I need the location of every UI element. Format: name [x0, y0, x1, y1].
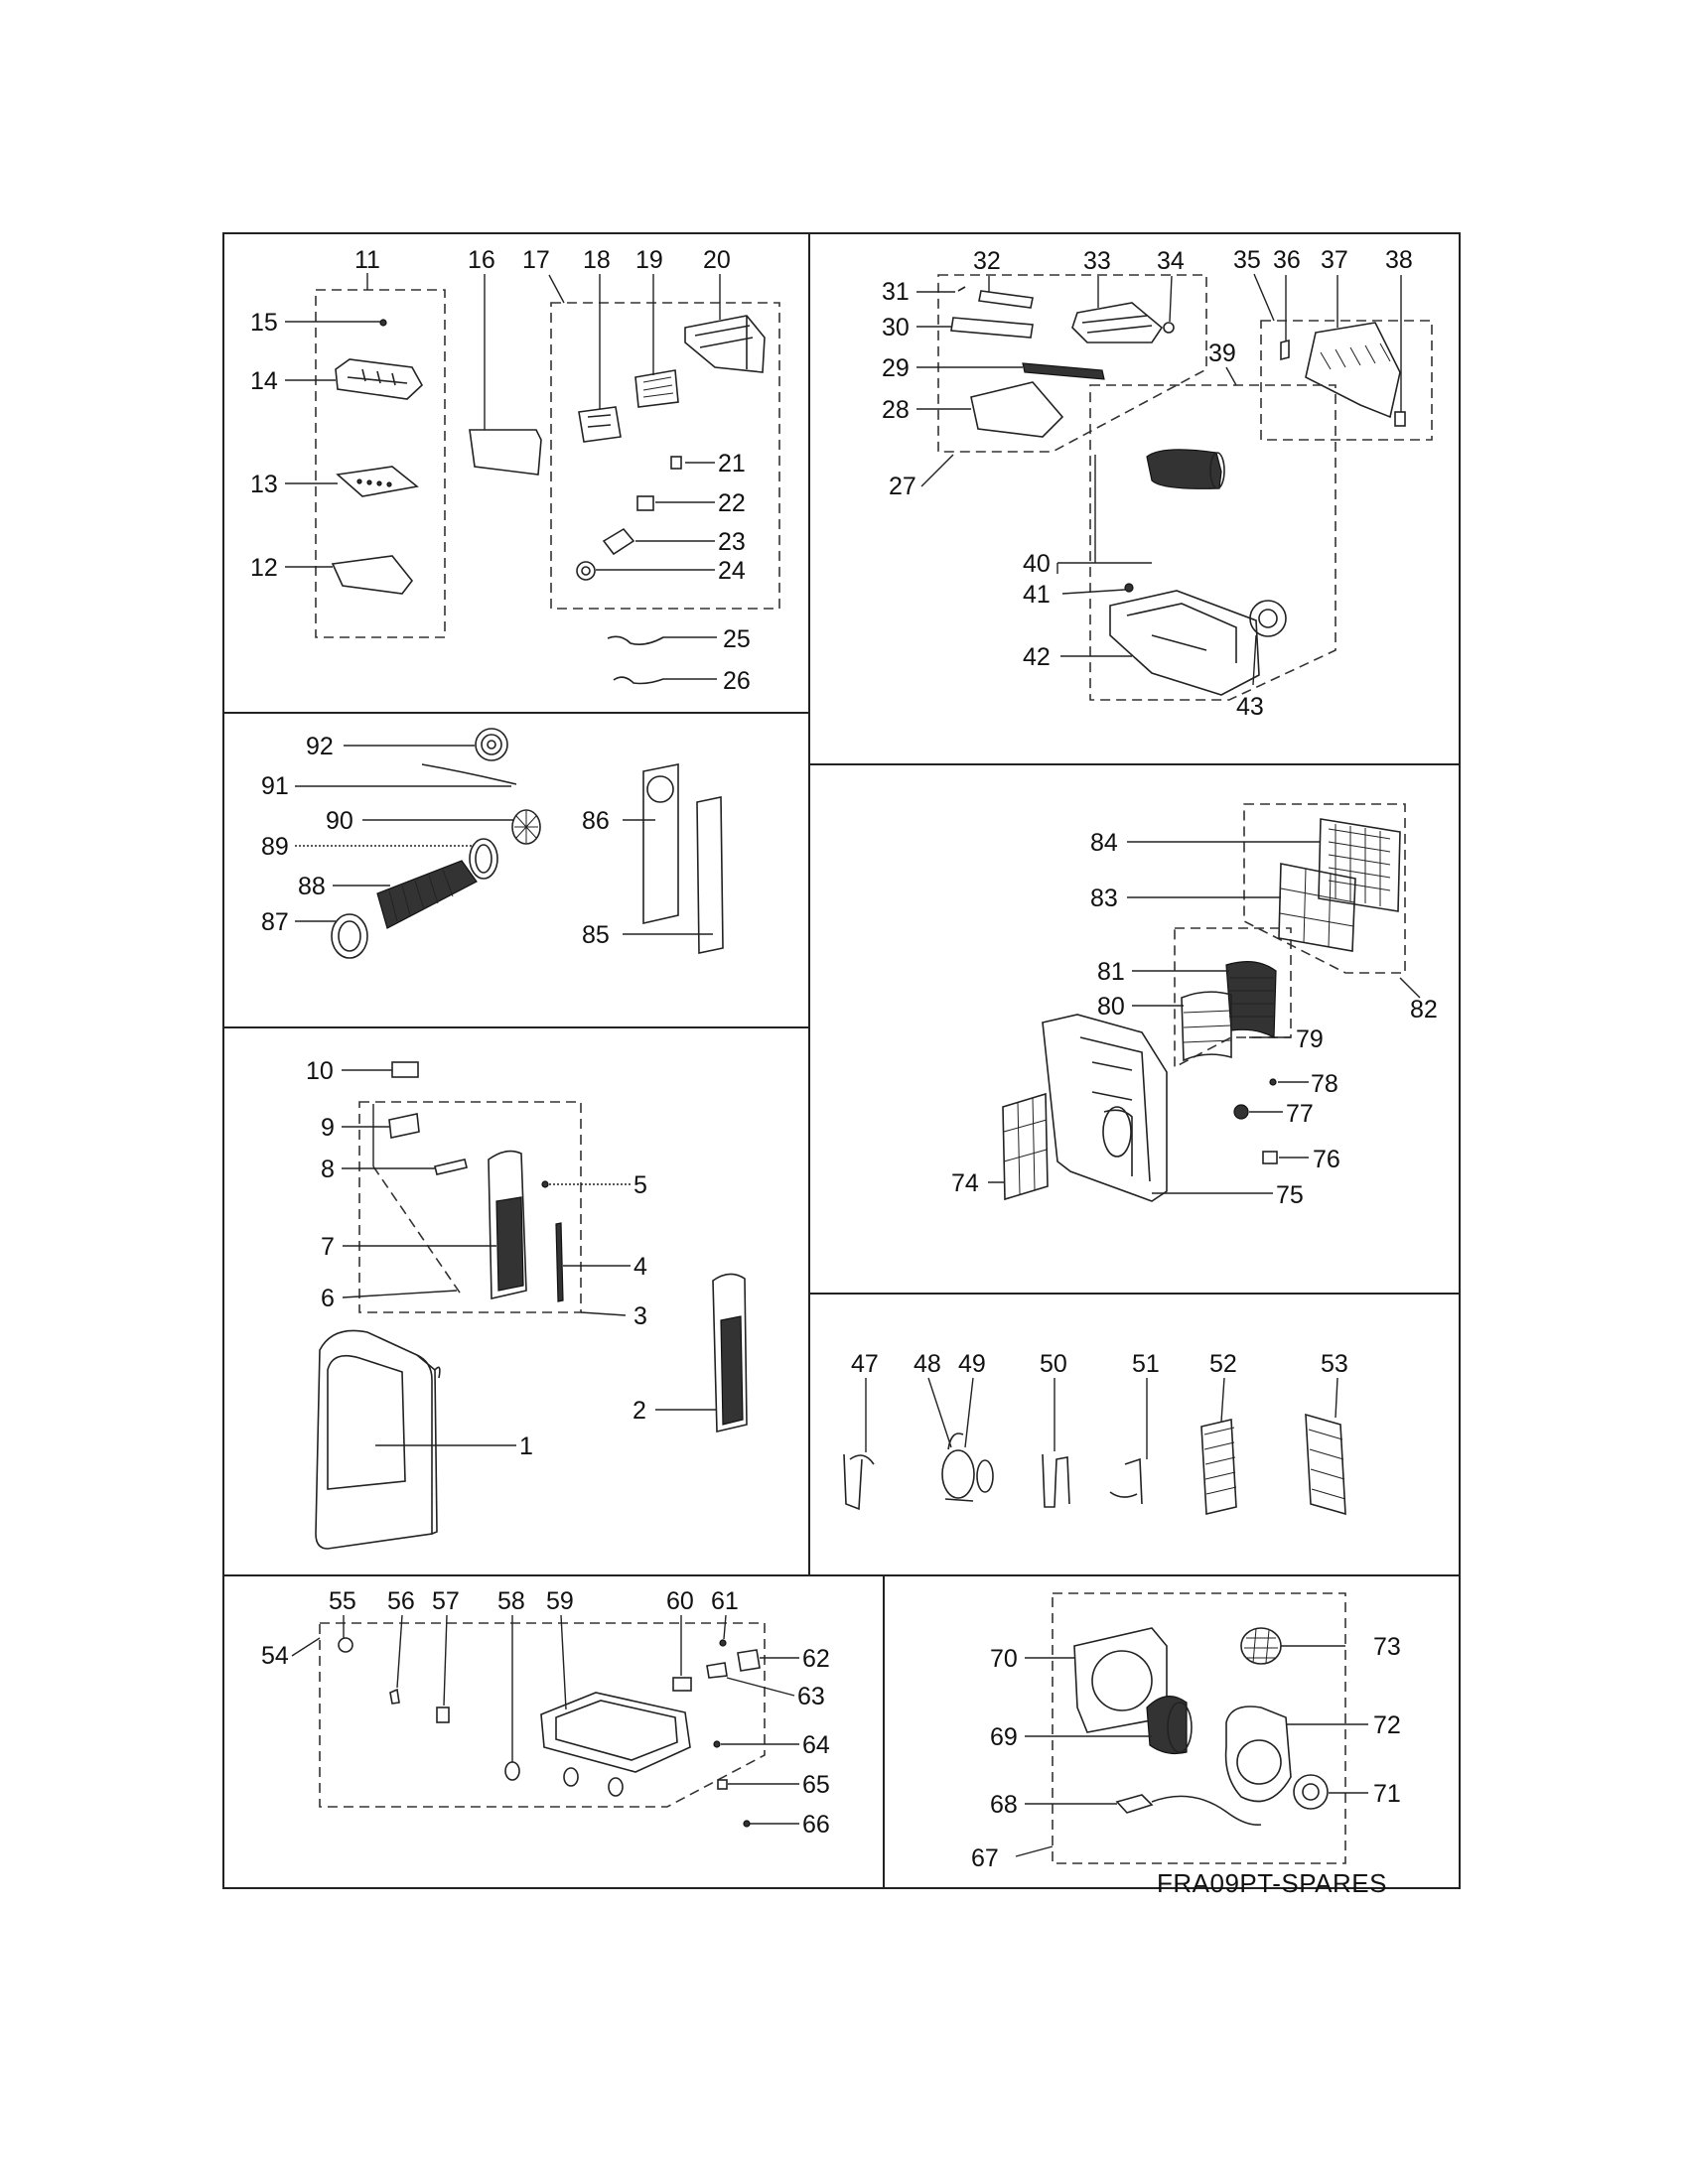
- label-29: 29: [882, 354, 910, 382]
- label-3: 3: [633, 1302, 647, 1330]
- label-58: 58: [497, 1587, 525, 1615]
- label-84: 84: [1090, 829, 1118, 857]
- label-76: 76: [1313, 1146, 1340, 1173]
- label-59: 59: [546, 1587, 574, 1615]
- label-23: 23: [718, 528, 746, 556]
- label-1: 1: [519, 1433, 533, 1460]
- label-22: 22: [718, 489, 746, 517]
- label-17: 17: [522, 246, 550, 274]
- label-90: 90: [326, 807, 353, 835]
- panel-chassis-parts: [882, 246, 1432, 721]
- label-55: 55: [329, 1587, 356, 1615]
- label-81: 81: [1097, 958, 1125, 986]
- label-8: 8: [321, 1156, 335, 1183]
- label-85: 85: [582, 921, 610, 949]
- label-6: 6: [321, 1285, 335, 1312]
- label-28: 28: [882, 396, 910, 424]
- outer-frame: [223, 233, 1460, 1888]
- label-40: 40: [1023, 550, 1051, 578]
- label-31: 31: [882, 278, 910, 306]
- label-68: 68: [990, 1791, 1018, 1819]
- label-79: 79: [1296, 1025, 1324, 1053]
- panel-rear-filters: [951, 804, 1438, 1209]
- label-4: 4: [633, 1253, 647, 1281]
- label-66: 66: [802, 1811, 830, 1839]
- label-83: 83: [1090, 885, 1118, 912]
- label-63: 63: [797, 1683, 825, 1710]
- panel-blower: [971, 1593, 1401, 1872]
- label-5: 5: [633, 1171, 647, 1199]
- label-26: 26: [723, 667, 751, 695]
- label-39: 39: [1208, 340, 1236, 367]
- label-53: 53: [1321, 1350, 1348, 1378]
- label-19: 19: [635, 246, 663, 274]
- panel-base: [261, 1587, 830, 1839]
- panel-duct-kit: [261, 729, 723, 958]
- label-10: 10: [306, 1057, 334, 1085]
- label-35: 35: [1233, 246, 1261, 274]
- label-34: 34: [1157, 247, 1185, 275]
- panel-refrigeration: [844, 1350, 1348, 1514]
- label-77: 77: [1286, 1100, 1314, 1128]
- label-47: 47: [851, 1350, 879, 1378]
- label-24: 24: [718, 557, 746, 585]
- label-52: 52: [1209, 1350, 1237, 1378]
- label-36: 36: [1273, 246, 1301, 274]
- label-87: 87: [261, 908, 289, 936]
- label-61: 61: [711, 1587, 739, 1615]
- label-27: 27: [889, 473, 916, 500]
- label-89: 89: [261, 833, 289, 861]
- label-49: 49: [958, 1350, 986, 1378]
- label-30: 30: [882, 314, 910, 341]
- label-15: 15: [250, 309, 278, 337]
- label-64: 64: [802, 1731, 830, 1759]
- label-82: 82: [1410, 996, 1438, 1024]
- label-16: 16: [468, 246, 495, 274]
- label-7: 7: [321, 1233, 335, 1261]
- label-21: 21: [718, 450, 746, 478]
- label-73: 73: [1373, 1633, 1401, 1661]
- label-67: 67: [971, 1844, 999, 1872]
- panel-front-cabinet: [306, 1057, 747, 1549]
- label-57: 57: [432, 1587, 460, 1615]
- label-60: 60: [666, 1587, 694, 1615]
- label-12: 12: [250, 554, 278, 582]
- label-43: 43: [1236, 693, 1264, 721]
- label-86: 86: [582, 807, 610, 835]
- label-80: 80: [1097, 993, 1125, 1021]
- label-48: 48: [914, 1350, 941, 1378]
- label-20: 20: [703, 246, 731, 274]
- label-33: 33: [1083, 247, 1111, 275]
- label-88: 88: [298, 873, 326, 900]
- label-62: 62: [802, 1645, 830, 1673]
- label-92: 92: [306, 733, 334, 760]
- label-65: 65: [802, 1771, 830, 1799]
- panel-control-parts: [250, 246, 779, 695]
- label-32: 32: [973, 247, 1001, 275]
- label-41: 41: [1023, 581, 1051, 609]
- diagram-id: FRA09PT-SPARES: [1157, 1868, 1387, 1898]
- label-78: 78: [1311, 1070, 1338, 1098]
- label-50: 50: [1040, 1350, 1067, 1378]
- label-18: 18: [583, 246, 611, 274]
- label-74: 74: [951, 1169, 979, 1197]
- panel-grid: [223, 233, 1460, 1888]
- label-72: 72: [1373, 1711, 1401, 1739]
- label-56: 56: [387, 1587, 415, 1615]
- label-70: 70: [990, 1645, 1018, 1673]
- label-75: 75: [1276, 1181, 1304, 1209]
- label-13: 13: [250, 471, 278, 498]
- label-71: 71: [1373, 1780, 1401, 1808]
- label-69: 69: [990, 1723, 1018, 1751]
- label-54: 54: [261, 1642, 289, 1670]
- label-2: 2: [633, 1397, 646, 1425]
- label-25: 25: [723, 625, 751, 653]
- label-91: 91: [261, 772, 289, 800]
- label-38: 38: [1385, 246, 1413, 274]
- label-42: 42: [1023, 643, 1051, 671]
- label-51: 51: [1132, 1350, 1160, 1378]
- label-37: 37: [1321, 246, 1348, 274]
- label-14: 14: [250, 367, 278, 395]
- label-9: 9: [321, 1114, 335, 1142]
- label-11: 11: [354, 246, 380, 274]
